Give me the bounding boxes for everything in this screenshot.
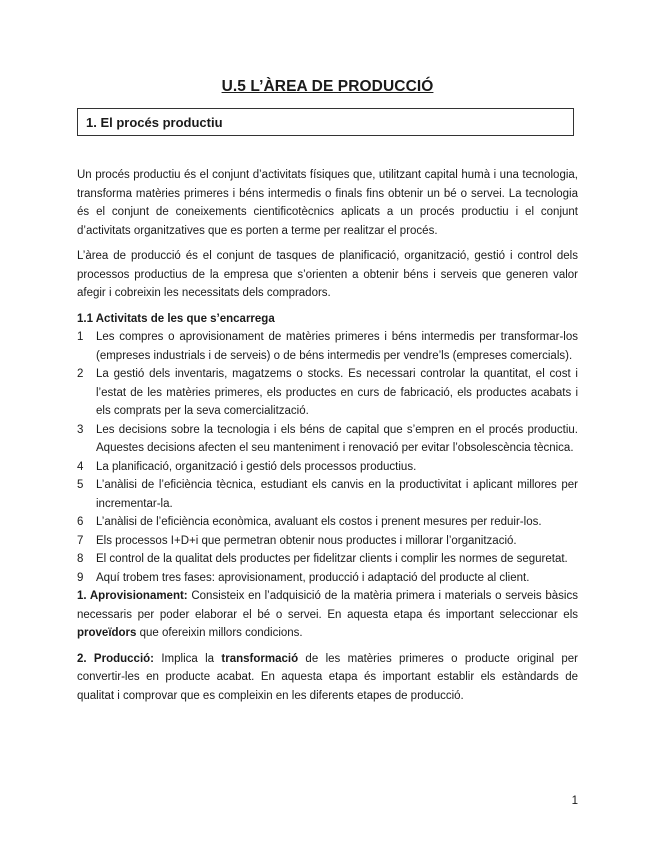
- document-body: [77, 166, 578, 705]
- section-heading-box: [77, 108, 574, 136]
- paragraph-production-area: L’àrea de producció és el conjunt de tasques de planificació, organització, gestió i control dels processos productius de la empresa que s’orienten a obtenir béns i serveis que generen valor afegir i cobreixin les necessitats dels compradors.: [77, 250, 578, 299]
- list-item: 4 La planificació, organització i gestió dels processos productius.: [77, 460, 417, 473]
- phase-label: 2. Producció:: [77, 652, 154, 665]
- list-item: 3 Les decisions sobre la tecnologia i els béns de capital que s’empren en el procés productiu. Aquestes decisions afecten el seu manteniment i renovació per evitar l’obsolescència tècnica.: [77, 423, 578, 454]
- subheading-activities: 1.1 Activitats de les que s’encarrega: [77, 312, 275, 325]
- list-item: 5 L’anàlisi de l’eficiència tècnica, estudiant els canvis en la productivitat i aplicant millores per incrementar-la.: [77, 479, 578, 510]
- section-heading: 1. El procés productiu: [86, 115, 223, 130]
- list-item: 2 La gestió dels inventaris, magatzems o stocks. Es necessari controlar la quantitat, el cost i l’estat de les matèries primeres, els productes en curs de fabricació, els productes acabats i els comprats per la seva comercialització.: [77, 368, 578, 417]
- document-title: U.5 L’ÀREA DE PRODUCCIÓ: [221, 78, 434, 95]
- list-item: 7 Els processos I+D+i que permetran obtenir nous productes i millorar l’organització.: [77, 534, 517, 547]
- phase-label: 1. Aprovisionament:: [77, 590, 188, 602]
- phase-aprovisionament: 1. Aprovisionament: Consisteix en l’adquisició de la matèria primera i materials o serveis bàsics necessaris per poder elaborar el bé o servei. En aquesta etapa és important seleccionar els proveïdors que ofereixin millors condicions.: [77, 590, 578, 639]
- list-item: 1 Les compres o aprovisionament de matèries primeres i béns intermedis per transformar-los (empreses industrials i de serveis) o de béns intermedis per vendre’ls (empreses comercials).: [77, 331, 578, 362]
- list-item: 9 Aquí trobem tres fases: aprovisionament, producció i adaptació del producte al client.: [77, 571, 530, 584]
- activities-list: [77, 328, 578, 587]
- list-item: 6 L’anàlisi de l’eficiència econòmica, avaluant els costos i prenent mesures per reduir-los.: [77, 516, 542, 528]
- phase-produccio: 2. Producció: Implica la transformació de les matèries primeres o producte original per convertir-les en producte acabat. En aquesta etapa és important establir els estàndards de qualitat i comprovar que es compleixin en les diferents etapes de producció.: [77, 652, 578, 702]
- list-item: 8 El control de la qualitat dels productes per fidelitzar clients i complir les normes de seguretat.: [77, 553, 568, 565]
- page-number: 1: [571, 795, 578, 807]
- paragraph-intro: Un procés productiu és el conjunt d’activitats físiques que, utilitzant capital humà i una tecnologia, transforma matèries primeres i béns intermedis o finals fins obtenir un bé o servei. La tecnologia és el conjunt de coneixements cientificotècnics aplicats a un procés productiu i el conjunt d’activitats organitzatives que es porten a terme per realitzar el procés.: [77, 169, 578, 237]
